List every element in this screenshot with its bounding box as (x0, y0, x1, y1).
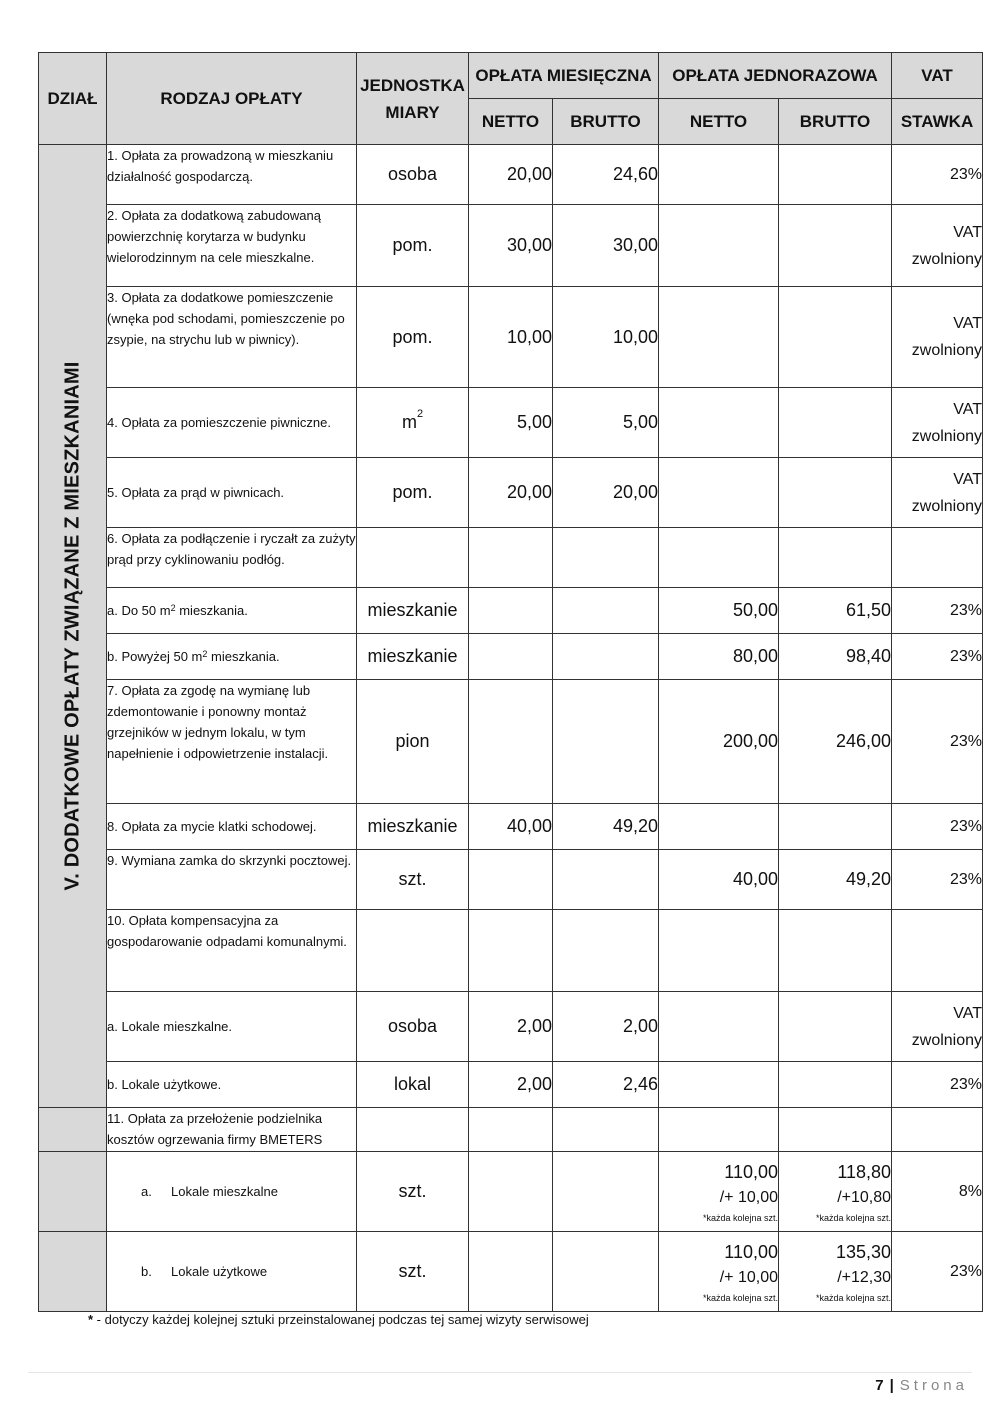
row-monthly-gross (553, 1232, 659, 1312)
price-base: 118,80 (837, 1161, 892, 1182)
row-onetime-net (659, 1062, 779, 1108)
row-unit: osoba (357, 145, 469, 205)
desc-text: Lokale mieszkalne (171, 1184, 278, 1199)
row-monthly-gross: 30,00 (553, 205, 659, 287)
header-dzial: DZIAŁ (39, 53, 107, 145)
row-unit: mieszkanie (357, 634, 469, 680)
row-unit: szt. (357, 850, 469, 910)
row-monthly-net: 10,00 (469, 287, 553, 388)
row-monthly-net (469, 910, 553, 992)
row-monthly-net (469, 1108, 553, 1152)
row-onetime-net (659, 1152, 779, 1232)
table-row (39, 145, 983, 205)
row-onetime-net (659, 205, 779, 287)
row-onetime-net (659, 388, 779, 458)
row-onetime-gross (779, 910, 892, 992)
row-description: 7. Opłata za zgodę na wymianę lub zdemontowanie i ponowny montaż grzejników w jednym lokalu, w tym napełnienie i odpowietrzenie instalacji. (107, 680, 357, 804)
header-brutto-miesieczna: BRUTTO (553, 99, 659, 145)
row-vat-rate: VAT zwolniony (892, 388, 983, 458)
row-description: 6. Opłata za podłączenie i ryczałt za zużyty prąd przy cyklinowaniu podłóg. (107, 528, 357, 588)
row-vat-rate: VAT zwolniony (892, 458, 983, 528)
row-vat-rate: 23% (892, 1062, 983, 1108)
row-monthly-net: 2,00 (469, 1062, 553, 1108)
row-onetime-gross (779, 1062, 892, 1108)
unit-text: m (401, 412, 417, 432)
row-description (107, 588, 357, 634)
row-unit: mieszkanie (357, 804, 469, 850)
row-monthly-gross (553, 850, 659, 910)
row-monthly-net (469, 680, 553, 804)
row-vat-rate: 23% (892, 634, 983, 680)
price-note: *każda kolejna szt. (815, 1292, 892, 1303)
desc-text-suffix: mieszkania. (207, 649, 280, 664)
row-vat-rate: 23% (892, 680, 983, 804)
footnote (88, 1312, 589, 1327)
row-monthly-gross: 20,00 (553, 458, 659, 528)
row-monthly-gross (553, 680, 659, 804)
table-row (39, 680, 983, 804)
page-footer (875, 1377, 968, 1394)
desc-superscript: 2 (170, 603, 176, 613)
row-onetime-gross: 98,40 (779, 634, 892, 680)
row-monthly-net (469, 588, 553, 634)
page-label: Strona (899, 1377, 968, 1394)
row-vat-rate: 8% (892, 1152, 983, 1232)
row-monthly-net: 2,00 (469, 992, 553, 1062)
row-unit: pom. (357, 287, 469, 388)
row-monthly-gross (553, 588, 659, 634)
table-row (39, 804, 983, 850)
row-monthly-net (469, 1232, 553, 1312)
row-unit: pom. (357, 458, 469, 528)
row-monthly-net: 30,00 (469, 205, 553, 287)
row-vat-rate: 23% (892, 850, 983, 910)
row-onetime-gross (779, 287, 892, 388)
desc-text: b. Powyżej 50 m (107, 649, 203, 664)
row-onetime-net (659, 528, 779, 588)
row-marker: b. (141, 1264, 152, 1279)
row-description: 4. Opłata za pomieszczenie piwniczne. (107, 388, 357, 458)
row-description: 5. Opłata za prąd w piwnicach. (107, 458, 357, 528)
row-description: a. Lokale mieszkalne. (107, 992, 357, 1062)
table-row (39, 634, 983, 680)
row-onetime-gross (779, 1108, 892, 1152)
table-row (39, 205, 983, 287)
row-monthly-net: 20,00 (469, 145, 553, 205)
price-base: 110,00 (724, 1161, 779, 1182)
row-onetime-gross (779, 804, 892, 850)
row-unit: pom. (357, 205, 469, 287)
row-onetime-gross: 61,50 (779, 588, 892, 634)
row-vat-rate: 23% (892, 588, 983, 634)
row-onetime-net (659, 145, 779, 205)
table-row (39, 992, 983, 1062)
row-monthly-gross (553, 634, 659, 680)
row-monthly-net: 5,00 (469, 388, 553, 458)
row-monthly-gross (553, 528, 659, 588)
table-row (39, 388, 983, 458)
row-onetime-net (659, 804, 779, 850)
row-unit: mieszkanie (357, 588, 469, 634)
row-monthly-net: 40,00 (469, 804, 553, 850)
table-row (39, 528, 983, 588)
row-onetime-net: 80,00 (659, 634, 779, 680)
row-monthly-gross: 10,00 (553, 287, 659, 388)
row-onetime-net: 200,00 (659, 680, 779, 804)
row-monthly-gross: 49,20 (553, 804, 659, 850)
row-unit: osoba (357, 992, 469, 1062)
row-unit (357, 1108, 469, 1152)
row-unit (357, 910, 469, 992)
row-monthly-net: 20,00 (469, 458, 553, 528)
header-netto-jednorazowa: NETTO (659, 99, 779, 145)
row-description (107, 1232, 357, 1312)
table-row (39, 458, 983, 528)
row-unit: lokal (357, 1062, 469, 1108)
row-monthly-gross: 24,60 (553, 145, 659, 205)
price-additional: /+12,30 (837, 1268, 892, 1286)
row-monthly-gross: 2,46 (553, 1062, 659, 1108)
table-row (39, 1232, 983, 1312)
row-description: 11. Opłata za przełożenie podzielnika kosztów ogrzewania firmy BMETERS (107, 1108, 357, 1152)
section-cell-empty (39, 1108, 107, 1152)
table-row (39, 850, 983, 910)
row-description: 3. Opłata za dodatkowe pomieszczenie (wnęka pod schodami, pomieszczenie po zsypie, na strychu lub w piwnicy). (107, 287, 357, 388)
row-description: 9. Wymiana zamka do skrzynki pocztowej. (107, 850, 357, 910)
section-cell-empty (39, 1152, 107, 1232)
row-vat-rate: VAT zwolniony (892, 287, 983, 388)
header-vat: VAT (892, 53, 983, 99)
page-number: 7 (875, 1377, 884, 1394)
section-cell-empty (39, 1232, 107, 1312)
footer-divider (28, 1372, 972, 1373)
header-rodzaj-oplaty: RODZAJ OPŁATY (107, 53, 357, 145)
price-note: *każda kolejna szt. (702, 1212, 779, 1223)
row-onetime-gross (779, 1152, 892, 1232)
price-note: *każda kolejna szt. (815, 1212, 892, 1223)
row-onetime-net: 50,00 (659, 588, 779, 634)
row-unit (357, 388, 469, 458)
header-oplata-miesieczna: OPŁATA MIESIĘCZNA (469, 53, 659, 99)
row-monthly-gross (553, 910, 659, 992)
row-monthly-gross: 5,00 (553, 388, 659, 458)
header-jednostka-miary: JEDNOSTKA MIARY (357, 53, 469, 145)
row-onetime-gross (779, 205, 892, 287)
row-unit: pion (357, 680, 469, 804)
table-row (39, 1062, 983, 1108)
section-title: V. DODATKOWE OPŁATY ZWIĄZANE Z MIESZKANIAMI (61, 361, 83, 891)
row-description: 1. Opłata za prowadzoną w mieszkaniu działalność gospodarczą. (107, 145, 357, 205)
row-description (107, 1152, 357, 1232)
desc-text-suffix: mieszkania. (175, 603, 248, 618)
row-onetime-net (659, 1232, 779, 1312)
row-description: 8. Opłata za mycie klatki schodowej. (107, 804, 357, 850)
row-monthly-net (469, 1152, 553, 1232)
table-row (39, 588, 983, 634)
header-brutto-jednorazowa: BRUTTO (779, 99, 892, 145)
table-row (39, 1108, 983, 1152)
row-onetime-net (659, 910, 779, 992)
row-monthly-gross (553, 1108, 659, 1152)
table-row (39, 910, 983, 992)
row-onetime-net (659, 1108, 779, 1152)
row-onetime-net (659, 458, 779, 528)
row-monthly-gross (553, 1152, 659, 1232)
price-additional: /+10,80 (837, 1188, 892, 1206)
row-unit (357, 528, 469, 588)
price-base: 135,30 (835, 1241, 892, 1262)
desc-text: a. Do 50 m (107, 603, 171, 618)
price-base: 110,00 (724, 1241, 779, 1262)
row-onetime-gross (779, 388, 892, 458)
section-cell (39, 145, 107, 1108)
desc-text: Lokale użytkowe (171, 1264, 268, 1279)
table-row (39, 1152, 983, 1232)
price-note: *każda kolejna szt. (702, 1292, 779, 1303)
row-monthly-net (469, 634, 553, 680)
row-description: 10. Opłata kompensacyjna za gospodarowanie odpadami komunalnymi. (107, 910, 357, 992)
row-monthly-net (469, 528, 553, 588)
row-onetime-net (659, 287, 779, 388)
header-netto-miesieczna: NETTO (469, 99, 553, 145)
row-vat-rate: VAT zwolniony (892, 992, 983, 1062)
price-additional: /+ 10,00 (719, 1188, 779, 1206)
row-onetime-gross (779, 145, 892, 205)
unit-superscript: 2 (416, 408, 424, 420)
row-onetime-gross: 49,20 (779, 850, 892, 910)
row-vat-rate (892, 528, 983, 588)
row-unit: szt. (357, 1232, 469, 1312)
row-vat-rate: 23% (892, 1232, 983, 1312)
row-vat-rate (892, 910, 983, 992)
row-vat-rate: 23% (892, 804, 983, 850)
row-onetime-gross (779, 992, 892, 1062)
row-monthly-net (469, 850, 553, 910)
footnote-text: - dotyczy każdej kolejnej sztuki przeinstalowanej podczas tej samej wizyty serwisowej (93, 1312, 589, 1327)
row-onetime-gross (779, 1232, 892, 1312)
row-unit: szt. (357, 1152, 469, 1232)
page-separator: | (889, 1377, 894, 1394)
table-row (39, 287, 983, 388)
row-description: 2. Opłata za dodatkową zabudowaną powierzchnię korytarza w budynku wielorodzinnym na cele mieszkalne. (107, 205, 357, 287)
row-description (107, 634, 357, 680)
row-onetime-net (659, 992, 779, 1062)
header-stawka: STAWKA (892, 99, 983, 145)
row-vat-rate: VAT zwolniony (892, 205, 983, 287)
header-oplata-jednorazowa: OPŁATA JEDNORAZOWA (659, 53, 892, 99)
desc-superscript: 2 (202, 649, 208, 659)
fees-table (38, 52, 983, 1312)
footnote-star: * (88, 1312, 94, 1327)
price-additional: /+ 10,00 (719, 1268, 779, 1286)
row-description: b. Lokale użytkowe. (107, 1062, 357, 1108)
row-onetime-gross: 246,00 (779, 680, 892, 804)
row-onetime-gross (779, 528, 892, 588)
row-vat-rate (892, 1108, 983, 1152)
row-monthly-gross: 2,00 (553, 992, 659, 1062)
row-onetime-net: 40,00 (659, 850, 779, 910)
row-onetime-gross (779, 458, 892, 528)
row-vat-rate: 23% (892, 145, 983, 205)
row-marker: a. (141, 1184, 152, 1199)
